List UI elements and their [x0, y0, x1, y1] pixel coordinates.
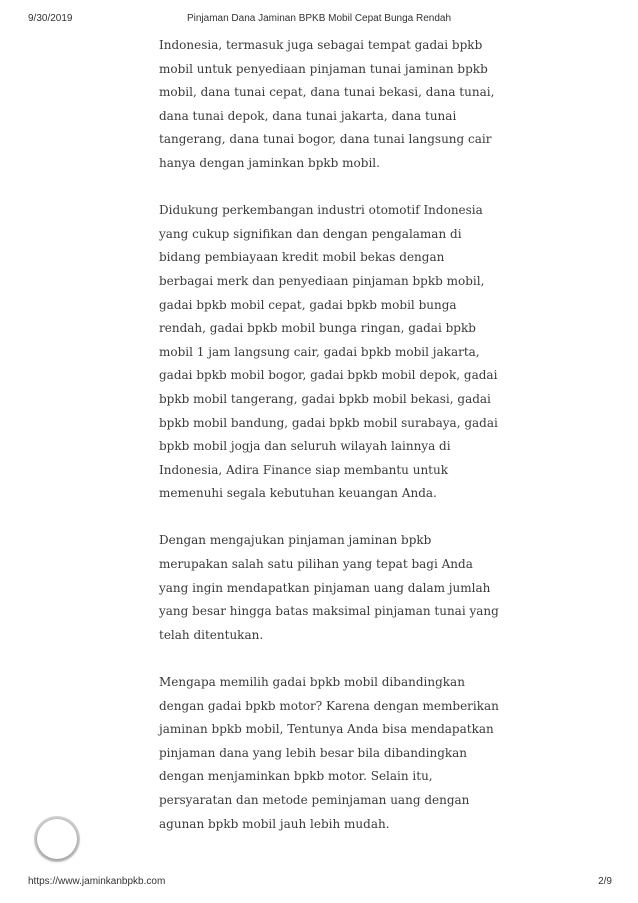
paragraph: Mengapa memilih gadai bpkb mobil dibandingkan dengan gadai bpkb motor? Karena dengan memberikan jaminan bpkb mobil, Tentunya Anda bisa mendapatkan pinjaman dana yang lebih besar bila dibandingkan dengan menjaminkan bpkb motor. Selain itu, persyaratan dan metode peminjaman uang dengan agunan bpkb mobil jauh lebih mudah.	[159, 675, 499, 831]
paragraph: Indonesia, termasuk juga sebagai tempat gadai bpkb mobil untuk penyediaan pinjaman tunai jaminan bpkb mobil, dana tunai cepat, dana tunai bekasi, dana tunai, dana tunai depok, dana tunai jakarta, dana tunai tangerang, dana tunai bogor, dana tunai langsung cair hanya dengan jaminkan bpkb mobil.	[159, 38, 495, 170]
page-title: Pinjaman Dana Jaminan BPKB Mobil Cepat Bunga Rendah	[186, 13, 452, 24]
paragraph: Dengan mengajukan pinjaman jaminan bpkb merupakan salah satu pilihan yang tepat bagi Anda yang ingin mendapatkan pinjaman uang dalam jumlah yang besar hingga batas maksimal pinjaman tunai yang telah ditentukan.	[159, 533, 499, 642]
page-number: 2/9	[598, 876, 612, 887]
footer-url-link[interactable]: https://www.jaminkanbpkb.com	[28, 876, 166, 887]
print-date: 9/30/2019	[28, 13, 73, 24]
floating-circle-button[interactable]	[37, 819, 77, 859]
article-body	[159, 34, 499, 860]
paragraph: Didukung perkembangan industri otomotif Indonesia yang cukup signifikan dan dengan pengalaman di bidang pembiayaan kredit mobil bekas dengan berbagai merk dan penyediaan pinjaman bpkb mobil, gadai bpkb mobil cepat, gadai bpkb mobil bunga rendah, gadai bpkb mobil bunga ringan, gadai bpkb mobil 1 jam langsung cair, gadai bpkb mobil jakarta, gadai bpkb mobil bogor, gadai bpkb mobil depok, gadai bpkb mobil tangerang, gadai bpkb mobil bekasi, gadai bpkb mobil bandung, gadai bpkb mobil surabaya, gadai bpkb mobil jogja dan seluruh wilayah lainnya di Indonesia, Adira Finance siap membantu untuk memenuhi segala kebutuhan keuangan Anda.	[159, 203, 498, 501]
